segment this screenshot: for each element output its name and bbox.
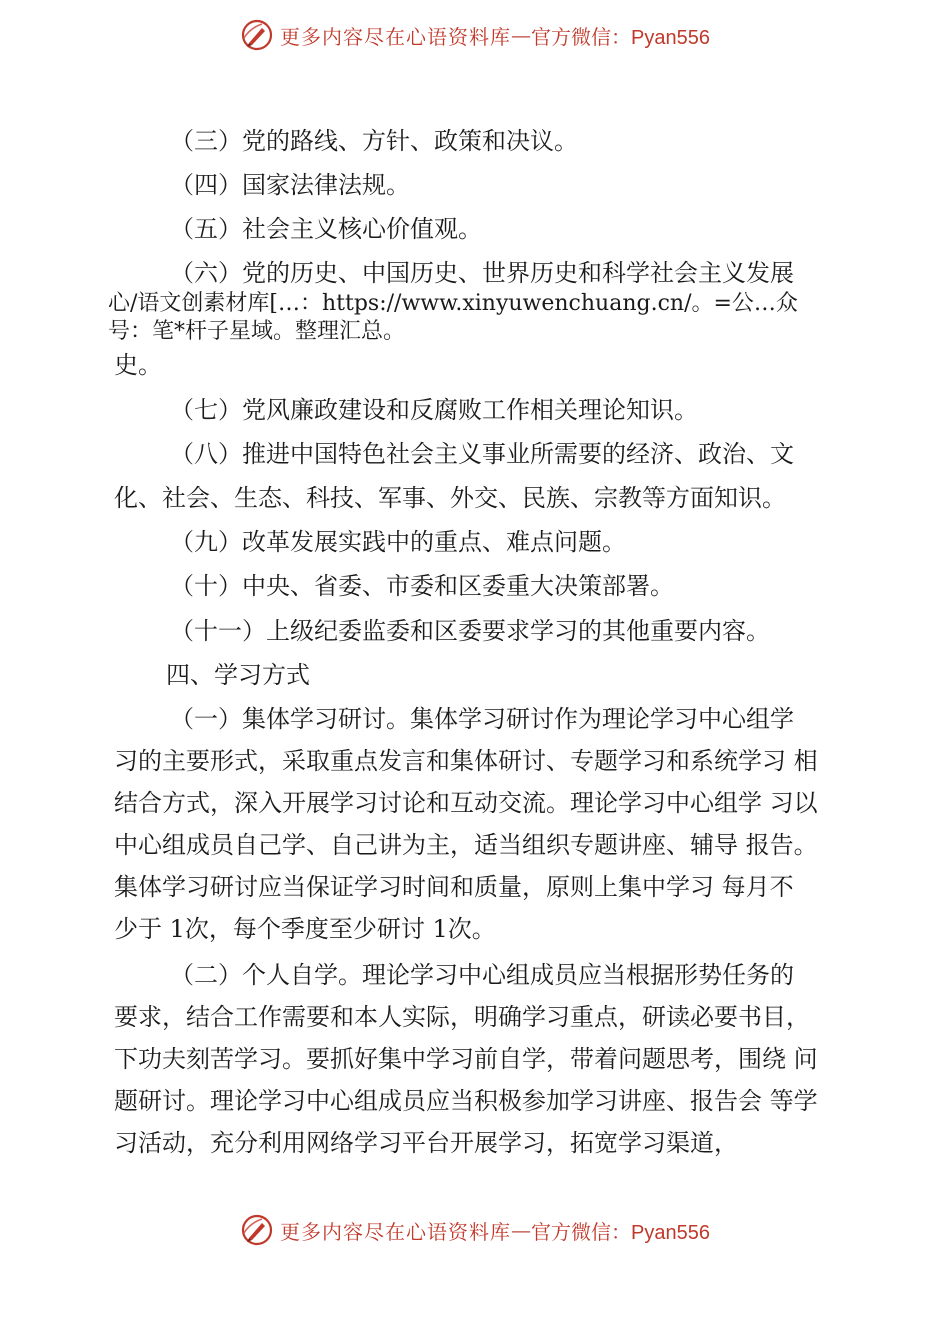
text-line: （七）党风廉政建设和反腐败工作相关理论知识。 bbox=[170, 396, 698, 424]
text-line: 习的主要形式，采取重点发言和集体研讨、专题学习和系统学习 相 bbox=[114, 747, 818, 775]
text-line-overlay: 号：笔*杆子星域。整理汇总。 bbox=[108, 319, 406, 344]
text-line: （十一）上级纪委监委和区委要求学习的其他重要内容。 bbox=[170, 617, 770, 645]
text-line: （十）中央、省委、市委和区委重大决策部署。 bbox=[170, 572, 674, 600]
watermark-text: 更多内容尽在心语资料库 bbox=[280, 24, 511, 49]
watermark-banner-bottom bbox=[240, 1213, 710, 1247]
watermark-banner-top bbox=[240, 18, 710, 52]
text-line: （五）社会主义核心价值观。 bbox=[170, 215, 482, 243]
text-line-overlay: 心/语文创素材库[…：https://www.xinyuwenchuang.cn/。=公…众 bbox=[108, 291, 798, 316]
watermark-contact: 官方微信：Pyan556 bbox=[531, 1221, 710, 1244]
text-line: 题研讨。理论学习中心组成员应当积极参加学习讲座、报告会 等学 bbox=[114, 1087, 818, 1115]
watermark-contact: 官方微信：Pyan556 bbox=[531, 26, 710, 49]
text-line: 史。 bbox=[114, 351, 162, 379]
text-line: 化、社会、生态、科技、军事、外交、民族、宗教等方面知识。 bbox=[114, 484, 786, 512]
text-line: （二）个人自学。理论学习中心组成员应当根据形势任务的 bbox=[170, 961, 794, 989]
watermark-separator: — bbox=[511, 1218, 531, 1242]
text-line: 习活动，充分利用网络学习平台开展学习，拓宽学习渠道， bbox=[114, 1129, 738, 1157]
pen-logo-icon bbox=[240, 18, 274, 52]
text-line: 集体学习研讨应当保证学习时间和质量，原则上集中学习 每月不 bbox=[114, 873, 794, 901]
watermark-text: 更多内容尽在心语资料库 bbox=[280, 1219, 511, 1244]
text-line: （九）改革发展实践中的重点、难点问题。 bbox=[170, 528, 626, 556]
text-line: （六）党的历史、中国历史、世界历史和科学社会主义发展 bbox=[170, 259, 794, 287]
text-line: 结合方式，深入开展学习讨论和互动交流。理论学习中心组学 习以 bbox=[114, 789, 818, 817]
pen-logo-icon bbox=[240, 1213, 274, 1247]
text-line: （三）党的路线、方针、政策和决议。 bbox=[170, 127, 578, 155]
section-heading: 四、学习方式 bbox=[166, 661, 310, 689]
text-line: （四）国家法律法规。 bbox=[170, 171, 410, 199]
text-line: 中心组成员自己学、自己讲为主，适当组织专题讲座、辅导 报告。 bbox=[114, 831, 818, 859]
text-line: （一）集体学习研讨。集体学习研讨作为理论学习中心组学 bbox=[170, 705, 794, 733]
text-line: 要求，结合工作需要和本人实际，明确学习重点，研读必要书目， bbox=[114, 1003, 810, 1031]
text-line: 少于 1次，每个季度至少研讨 1次。 bbox=[114, 915, 496, 943]
text-line: （八）推进中国特色社会主义事业所需要的经济、政治、文 bbox=[170, 440, 794, 468]
text-line: 下功夫刻苦学习。要抓好集中学习前自学，带着问题思考，围绕 问 bbox=[114, 1045, 818, 1073]
watermark-separator: — bbox=[511, 23, 531, 47]
